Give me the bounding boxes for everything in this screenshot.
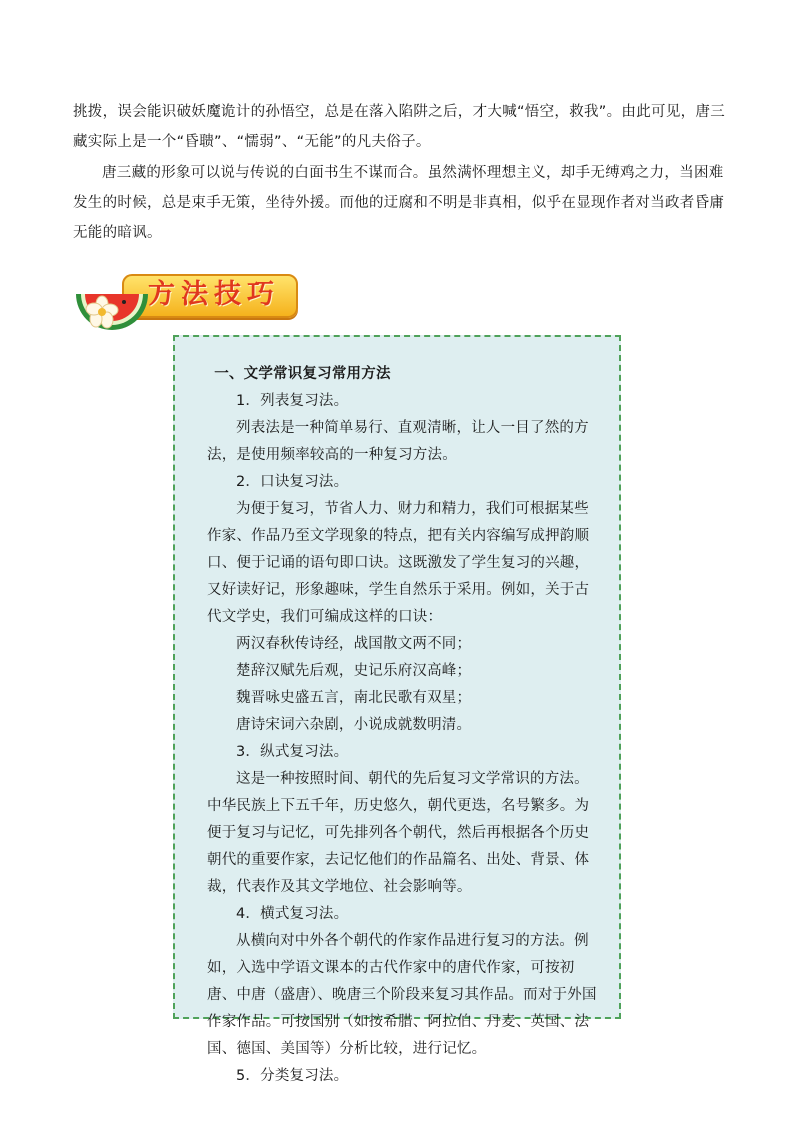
method-line: 1．列表复习法。 [236,393,349,409]
poem-line: 魏晋咏史盛五言，南北民歌有双星； [236,690,472,706]
intro-paragraph-1: 挑拨，误会能识破妖魔诡计的孙悟空，总是在落入陷阱之后，才大喊“悟空，救我”。由此可见，唐三藏实际上是一个“昏聩”、“懦弱”、“无能”的凡夫俗子。 [73,104,726,150]
method-line: 这是一种按照时间、朝代的先后复习文学常识的方法。中华民族上下五千年，历史悠久，朝代更迭，名号繁多。为便于复习与记忆，可先排列各个朝代，然后再根据各个历史朝代的重要作家，去记忆他们的作品篇名、出处、背景、体裁，代表作及其文学地位、社会影响等。 [207,771,590,895]
method-banner [72,258,302,328]
method-line: 2．口诀复习法。 [236,474,349,490]
method-box [173,335,621,1084]
banner-title: 方法技巧 [148,279,280,310]
method-line: 5．分类复习法。 [236,1068,349,1084]
method-box-content [207,361,597,1090]
watermelon-flower-icon [72,254,152,330]
poem-line: 唐诗宋词六杂剧，小说成就数明清。 [236,717,472,733]
method-line: 3．纵式复习法。 [236,744,349,760]
poem-line: 两汉春秋传诗经，战国散文两不同； [236,636,472,652]
method-line: 为便于复习，节省人力、财力和精力，我们可根据某些作家、作品乃至文学现象的特点，把有关内容编写成押韵顺口、便于记诵的语句即口诀。这既激发了学生复习的兴趣，又好读好记，形象趣味，学生自然乐于采用。例如，关于古代文学史，我们可编成这样的口诀： [207,501,590,625]
method-line: 列表法是一种简单易行、直观清晰，让人一目了然的方法，是使用频率较高的一种复习方法。 [207,420,589,463]
method-heading: 一、文学常识复习常用方法 [214,366,391,382]
method-line: 4．横式复习法。 [236,906,349,922]
poem-line: 楚辞汉赋先后观，史记乐府汉高峰； [236,663,472,679]
intro-paragraph-2: 唐三藏的形象可以说与传说的白面书生不谋而合。虽然满怀理想主义，却手无缚鸡之力，当困难发生的时候，总是束手无策，坐待外援。而他的迂腐和不明是非真相，似乎在显现作者对当政者昏庸无能的暗讽。 [73,165,725,241]
method-line: 从横向对中外各个朝代的作家作品进行复习的方法。例如，入选中学语文课本的古代作家中的唐代作家，可按初唐、中唐（盛唐）、晚唐三个阶段来复习其作品。而对于外国作家作品。可按国别（如按希腊、阿拉伯、丹麦、英国、法国、德国、美国等）分析比较，进行记忆。 [207,933,597,1057]
